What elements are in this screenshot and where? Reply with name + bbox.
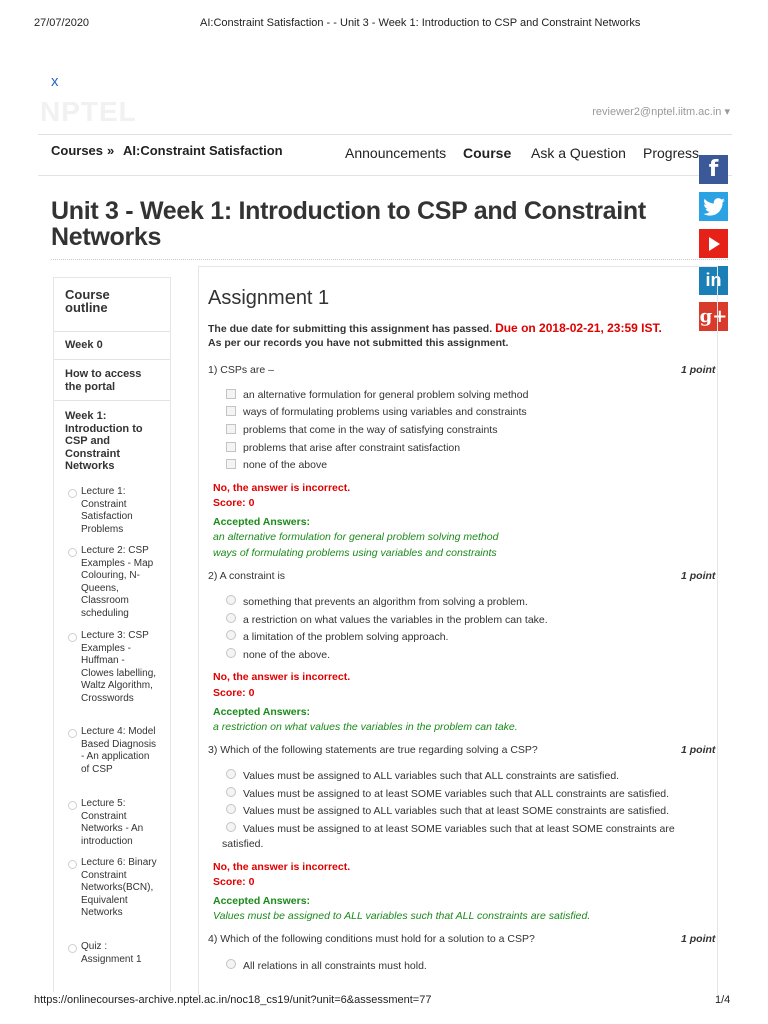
question-2-score: Score: 0 (213, 687, 255, 699)
nav-course[interactable]: Course (463, 145, 512, 161)
lecture-status-icon (68, 801, 77, 810)
question-2-text: 2) A constraint is (208, 570, 286, 582)
linkedin-glyph: in (705, 270, 722, 290)
radio-button[interactable] (226, 595, 236, 605)
question-2-points: 1 point (681, 570, 716, 582)
youtube-icon[interactable] (699, 229, 728, 258)
radio-button[interactable] (226, 787, 236, 797)
lecture-status-icon (68, 944, 77, 953)
question-2-option-3: a limitation of the problem solving approach. (243, 631, 449, 643)
question-2-accepted-label: Accepted Answers: (213, 706, 311, 718)
twitter-bird-icon (703, 198, 725, 216)
question-4-points: 1 point (681, 933, 716, 945)
radio-button[interactable] (226, 769, 236, 779)
not-submitted-notice: As per our records you have not submitted this assignment. (208, 337, 509, 349)
googleplus-glyph: g+ (699, 306, 728, 327)
sidebar-item-access-portal[interactable]: How to access the portal (65, 368, 142, 393)
sidebar-item-week1[interactable]: Week 1: Introduction to CSP and Constraint Networks (65, 410, 143, 472)
nav-announcements[interactable]: Announcements (345, 145, 447, 161)
sidebar-divider (54, 331, 170, 332)
due-date: Due on 2018-02-21, 23:59 IST. (495, 321, 662, 335)
checkbox[interactable] (226, 424, 236, 434)
nav-progress[interactable]: Progress (643, 145, 700, 161)
header-divider (38, 134, 732, 135)
question-1-option-1: an alternative formulation for general problem solving method (243, 389, 529, 401)
question-3-option-2: Values must be assigned to at least SOME variables such that ALL constraints are satisfied. (243, 788, 670, 800)
facebook-glyph: f (708, 157, 719, 182)
sidebar-item-week0[interactable]: Week 0 (65, 339, 103, 351)
question-1-option-2: ways of formulating problems using variables and constraints (243, 406, 527, 418)
sidebar-lecture-6[interactable]: Lecture 6: Binary Constraint Networks(BCN), Equivalent Networks (81, 857, 157, 918)
question-3-text: 3) Which of the following statements are true regarding solving a CSP? (208, 744, 538, 756)
sidebar-lecture-5[interactable]: Lecture 5: Constraint Networks - An introduction (81, 798, 144, 847)
nptel-logo: NPTEL (40, 96, 137, 127)
question-2-option-4: none of the above. (243, 649, 330, 661)
lecture-status-icon (68, 633, 77, 642)
question-3-option-4-continued: satisfied. (222, 838, 264, 850)
question-4-option-1: All relations in all constraints must hold. (243, 960, 427, 972)
radio-button[interactable] (226, 613, 236, 623)
course-outline-sidebar (53, 277, 171, 992)
sidebar-title: Course outline (65, 287, 110, 315)
breadcrumb-separator: » (107, 143, 115, 158)
radio-button[interactable] (226, 630, 236, 640)
breadcrumb-courses[interactable]: Courses (51, 143, 104, 158)
sidebar-quiz-assignment-1[interactable]: Quiz : Assignment 1 (81, 941, 142, 965)
question-1-points: 1 point (681, 364, 716, 376)
lecture-status-icon (68, 860, 77, 869)
question-3-points: 1 point (681, 744, 716, 756)
print-page-number: 1/4 (715, 994, 731, 1006)
question-1-text: 1) CSPs are – (208, 364, 274, 376)
checkbox[interactable] (226, 442, 236, 452)
radio-button[interactable] (226, 959, 236, 969)
question-4-text: 4) Which of the following conditions must hold for a solution to a CSP? (208, 933, 535, 945)
print-url: https://onlinecourses-archive.nptel.ac.in/noc18_cs19/unit?unit=6&assessment=77 (34, 994, 432, 1006)
lecture-status-icon (68, 729, 77, 738)
question-2-option-1: something that prevents an algorithm from solving a problem. (243, 596, 528, 608)
question-1-option-5: none of the above (243, 459, 328, 471)
question-3-option-4: Values must be assigned to at least SOME variables such that at least SOME constraints are (243, 823, 675, 835)
question-3-incorrect: No, the answer is incorrect. (213, 861, 351, 873)
radio-button[interactable] (226, 822, 236, 832)
sidebar-lecture-4[interactable]: Lecture 4: Model Based Diagnosis - An application of CSP (81, 726, 157, 775)
checkbox[interactable] (226, 459, 236, 469)
nav-divider (38, 175, 732, 176)
question-3-score: Score: 0 (213, 876, 255, 888)
due-notice (208, 321, 662, 335)
page-title: Unit 3 - Week 1: Introduction to CSP and Constraint Networks (51, 197, 646, 251)
assignment-title: Assignment 1 (208, 287, 330, 309)
nav-ask-question[interactable]: Ask a Question (531, 145, 626, 161)
play-icon (708, 237, 720, 251)
title-divider (51, 259, 728, 260)
sidebar-lecture-3[interactable]: Lecture 3: CSP Examples - Huffman - Clowes labelling, Waltz Algorithm, Crosswords (81, 630, 157, 704)
question-3-answer-1: Values must be assigned to ALL variables such that ALL constraints are satisfied. (213, 910, 591, 922)
close-icon[interactable]: x (51, 73, 59, 90)
question-3-option-3: Values must be assigned to ALL variables such that at least SOME constraints are satisfied. (243, 805, 670, 817)
facebook-icon[interactable] (699, 155, 728, 184)
radio-button[interactable] (226, 648, 236, 658)
question-1-option-3: problems that come in the way of satisfying constraints (243, 424, 498, 436)
question-1-score: Score: 0 (213, 497, 255, 509)
question-1-answer-2: ways of formulating problems using variables and constraints (213, 547, 497, 559)
twitter-icon[interactable] (699, 192, 728, 221)
question-1-option-4: problems that arise after constraint satisfaction (243, 442, 461, 454)
checkbox[interactable] (226, 406, 236, 416)
question-1-accepted-label: Accepted Answers: (213, 516, 311, 528)
print-date: 27/07/2020 (34, 17, 90, 29)
user-menu[interactable]: reviewer2@nptel.iitm.ac.in ▾ (592, 106, 730, 118)
sidebar-lecture-1[interactable]: Lecture 1: Constraint Satisfaction Problems (81, 486, 133, 535)
lecture-status-icon (68, 548, 77, 557)
question-1-incorrect: No, the answer is incorrect. (213, 482, 351, 494)
question-1-answer-1: an alternative formulation for general problem solving method (213, 531, 499, 543)
question-2-answer-1: a restriction on what values the variables in the problem can take. (213, 721, 518, 733)
due-passed-text: The due date for submitting this assignment has passed. (208, 323, 493, 335)
question-2-incorrect: No, the answer is incorrect. (213, 671, 351, 683)
question-3-option-1: Values must be assigned to ALL variables such that ALL constraints are satisfied. (243, 770, 620, 782)
question-2-option-2: a restriction on what values the variables in the problem can take. (243, 614, 548, 626)
lecture-status-icon (68, 489, 77, 498)
question-3-accepted-label: Accepted Answers: (213, 895, 311, 907)
checkbox[interactable] (226, 389, 236, 399)
sidebar-divider (54, 400, 170, 401)
radio-button[interactable] (226, 804, 236, 814)
breadcrumb-course-name[interactable]: AI:Constraint Satisfaction (123, 143, 283, 158)
sidebar-lecture-2[interactable]: Lecture 2: CSP Examples - Map Colouring, N-Queens, Classroom scheduling (81, 545, 154, 619)
sidebar-divider (54, 359, 170, 360)
print-title: AI:Constraint Satisfaction - - Unit 3 - Week 1: Introduction to CSP and Constraint Networks (200, 17, 641, 29)
